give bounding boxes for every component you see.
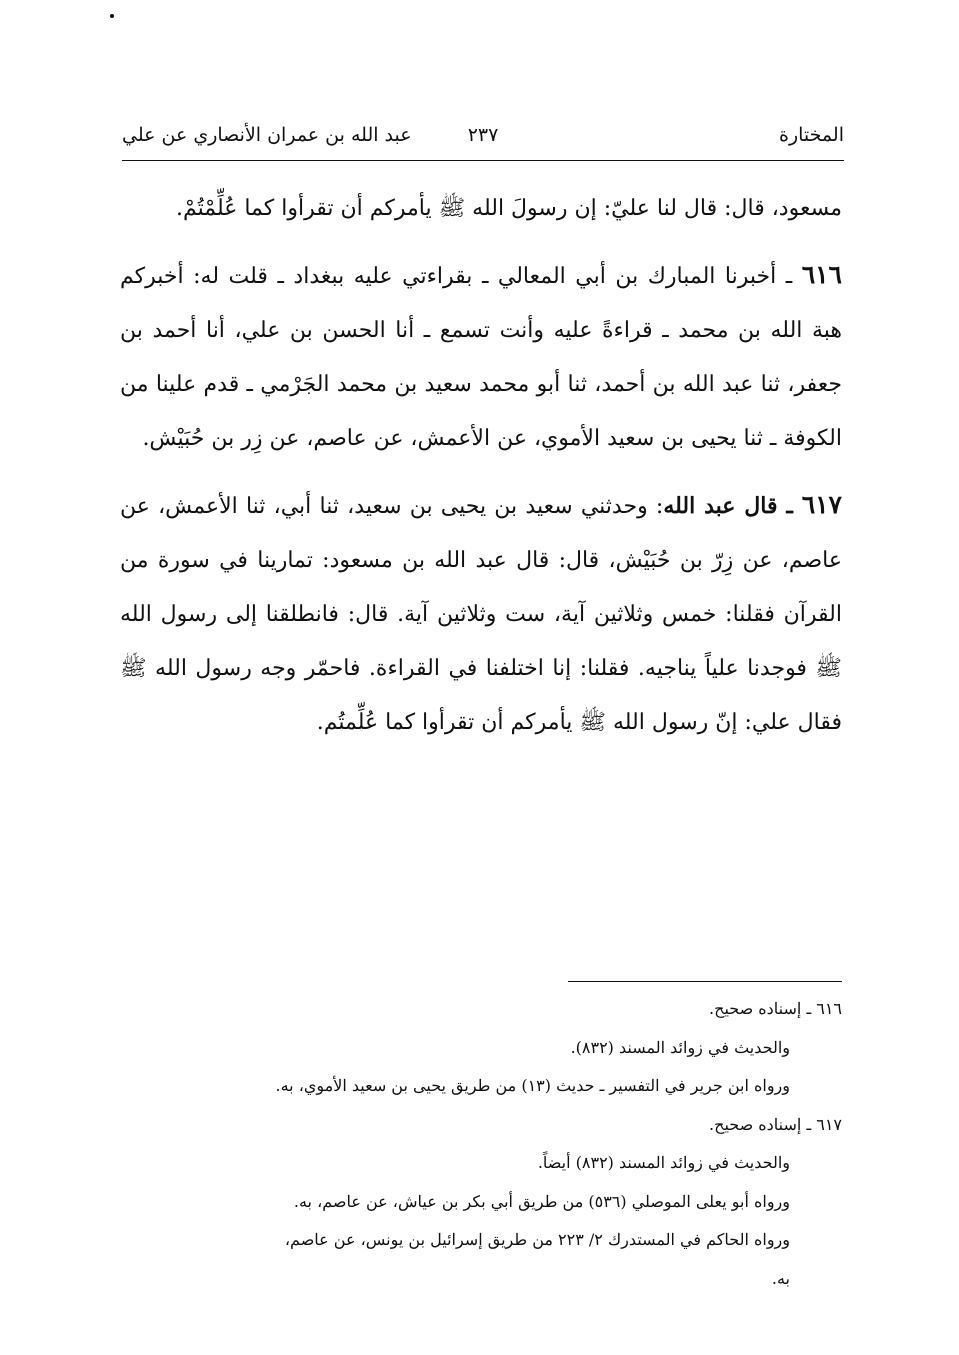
footnote-line: ٦١٧ ـ إسناده صحيح. [709, 1114, 842, 1134]
paragraph-text: : وحدثني سعيد بن يحيى بن سعيد، ثنا أبي، ثنا الأعمش، عن عاصم، عن زِرّ بن حُبَيْش، قال: قال عبد الله بن مسعود: تمارينا في سورة من القرآن فقلنا: خمس وثلاثين آية، ست وثلاثين آية. قال: فانطلقنا إلى رسول الله ﷺ فوجدنا علياً يناجيه. فقلنا: إنا اختلفنا في القراءة. فاحمّر وجه رسول الله ﷺ فقال علي: إنّ رسول الله ﷺ يأمركم أن تقرأوا كما عُلِّمتُم. [120, 494, 843, 735]
book-title: المختارة [779, 124, 844, 146]
footnote-line: ٦١٦ ـ إسناده صحيح. [709, 999, 842, 1018]
hadith-number: ٦١٧ [801, 490, 842, 519]
hadith-number: ٦١٦ [801, 260, 842, 289]
page-speck [110, 14, 114, 18]
header-rule [122, 160, 844, 161]
hadith-617 [120, 478, 842, 750]
paragraph-text: مسعود، قال: قال لنا عليّ: إن رسولَ الله ﷺ يأمركم أن تقرأوا كما عُلِّمْتُمْ. [175, 196, 842, 221]
main-text [120, 182, 842, 762]
hadith-616 [120, 248, 842, 466]
footnote-line: ورواه أبو يعلى الموصلي (٥٣٦) من طريق أبي بكر بن عياش، عن عاصم، به. [293, 1191, 790, 1211]
footnote-line: والحديث في زوائد المسند (٨٣٢). [570, 1037, 790, 1057]
footnote-line: به. [771, 1268, 790, 1288]
paragraph-continuation [120, 182, 842, 236]
page-number: ٢٣٧ [467, 124, 499, 146]
footnotes [120, 990, 842, 1298]
paragraph-lead: ـ قال عبد الله [663, 493, 802, 519]
footnote-rule [568, 981, 842, 982]
paragraph-text: ـ أخبرنا المبارك بن أبي المعالي ـ بقراءتي عليه ببغداد ـ قلت له: أخبركم هبة الله بن محمد ـ قراءةً عليه وأنت تسمع ـ أنا الحسن بن علي، أنا أحمد بن جعفر، ثنا عبد الله بن أحمد، ثنا أبو محمد سعيد بن محمد الجَرْمي ـ قدم علينا من الكوفة ـ ثنا يحيى بن سعيد الأموي، عن الأعمش، عن عاصم، عن زِر بن حُبَيْش. [120, 264, 842, 451]
footnote-line: ورواه الحاكم في المستدرك ٢/ ٢٢٣ من طريق إسرائيل بن يونس، عن عاصم، [284, 1230, 790, 1249]
running-header [122, 118, 844, 158]
footnote-line: ورواه ابن جرير في التفسير ـ حديث (١٣) من طريق يحيى بن سعيد الأموي، به. [275, 1076, 790, 1095]
section-title: عبد الله بن عمران الأنصاري عن علي [122, 124, 412, 146]
footnote-line: والحديث في زوائد المسند (٨٣٢) أيضاً. [537, 1153, 790, 1172]
